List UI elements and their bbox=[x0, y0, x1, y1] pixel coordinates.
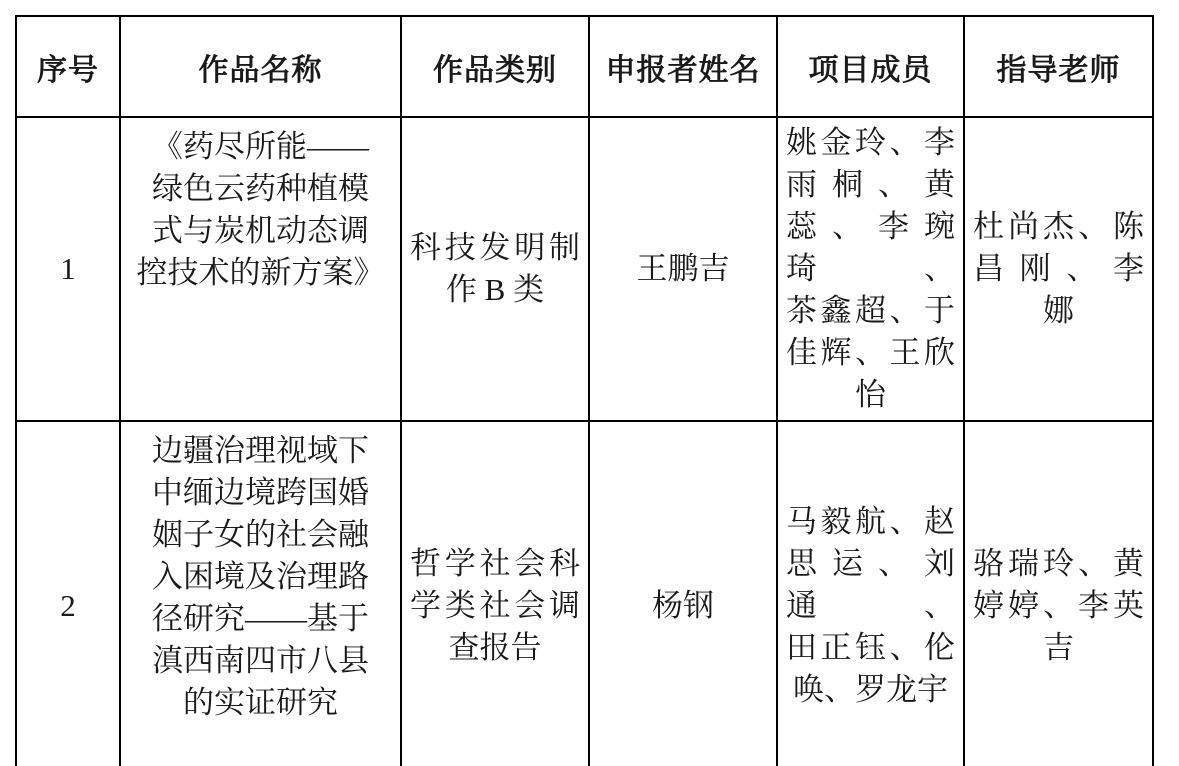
header-applicant-name: 申报者姓名 bbox=[589, 16, 777, 117]
table-row bbox=[16, 117, 1153, 421]
header-advisors: 指导老师 bbox=[964, 16, 1153, 117]
cell-project-members: 马毅航、赵 思运、刘通、 田正钰、伦 唤、罗龙宇 bbox=[777, 421, 964, 766]
cell-work-category: 哲学社会科 学类社会调 查报告 bbox=[401, 421, 589, 766]
cell-project-members: 姚金玲、李 雨桐、黄 蕊、李琬琦、 茶鑫超、于 佳辉、王欣 怡 bbox=[777, 117, 964, 421]
cell-applicant-name: 杨钢 bbox=[589, 421, 777, 766]
works-declaration-table bbox=[15, 15, 1154, 766]
header-project-members: 项目成员 bbox=[777, 16, 964, 117]
cell-work-category: 科技发明制 作 B 类 bbox=[401, 117, 589, 421]
cell-serial-number: 2 bbox=[16, 421, 120, 766]
cell-applicant-name: 王鹏吉 bbox=[589, 117, 777, 421]
cell-work-title: 边疆治理视域下 中缅边境跨国婚 姻子女的社会融 入困境及治理路 径研究——基于 滇西南四市八县 的实证研究 bbox=[120, 421, 401, 766]
header-work-title: 作品名称 bbox=[120, 16, 401, 117]
table-header-row bbox=[16, 16, 1153, 117]
table-row bbox=[16, 421, 1153, 766]
header-serial-number: 序号 bbox=[16, 16, 120, 117]
cell-advisors: 骆瑞玲、黄 婷婷、李英 吉 bbox=[964, 421, 1153, 766]
cell-advisors: 杜尚杰、陈 昌刚、李 娜 bbox=[964, 117, 1153, 421]
cell-work-title: 《药尽所能—— 绿色云药种植模 式与炭机动态调 控技术的新方案》 bbox=[120, 117, 401, 421]
header-work-category: 作品类别 bbox=[401, 16, 589, 117]
cell-serial-number: 1 bbox=[16, 117, 120, 421]
